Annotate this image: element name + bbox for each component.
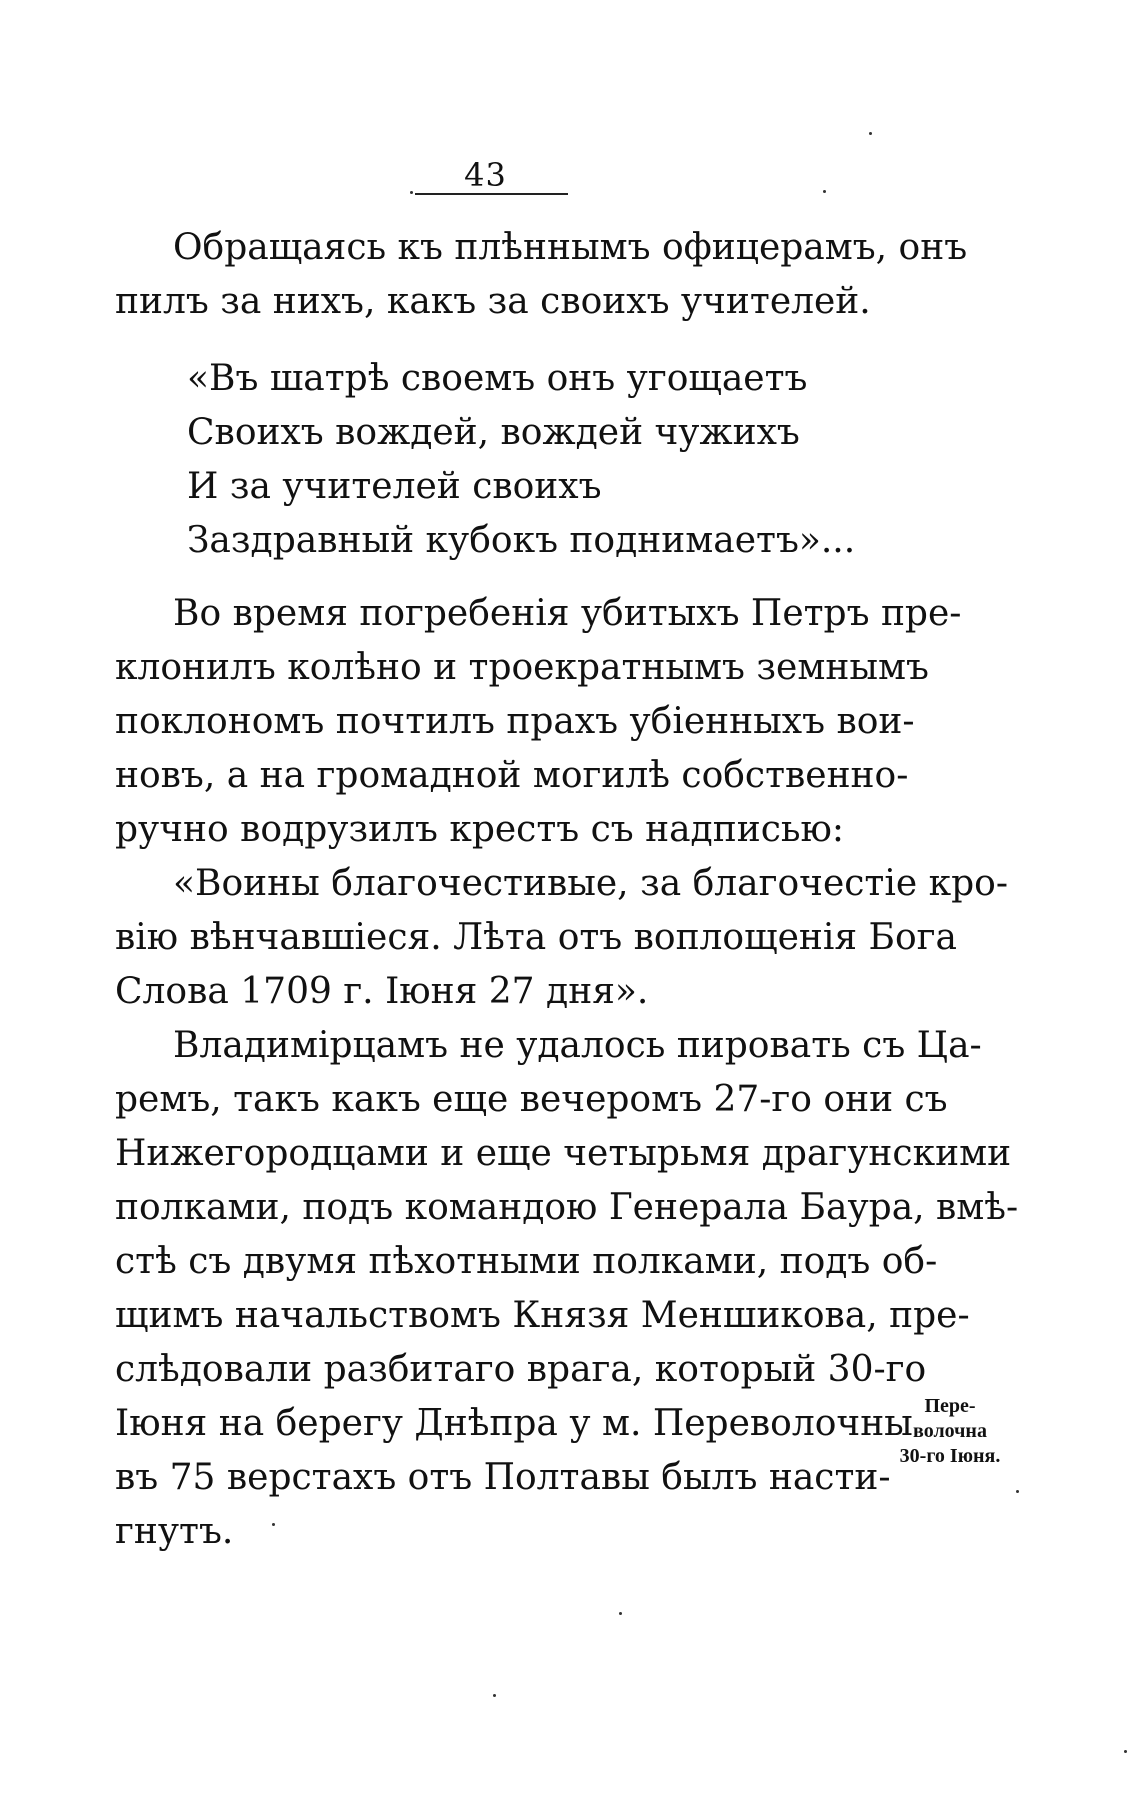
text-line: Владимірцамъ не удалось пировать съ Ца- bbox=[173, 1025, 982, 1066]
text-line: пилъ за нихъ, какъ за своихъ учителей. bbox=[115, 281, 871, 322]
margin-note-line: Пере- bbox=[924, 1395, 976, 1417]
text-line: ремъ, такъ какъ еще вечеромъ 27-го они съ bbox=[115, 1079, 948, 1120]
opening-paragraph bbox=[115, 221, 968, 329]
verse-line: «Въ шатрѣ своемъ онъ угощаетъ bbox=[187, 358, 808, 399]
text-line: Обращаясь къ плѣннымъ офицерамъ, онъ bbox=[173, 227, 968, 268]
margin-note bbox=[875, 1394, 1025, 1469]
text-line: поклономъ почтилъ прахъ убіенныхъ вои- bbox=[115, 701, 915, 742]
text-line: новъ, а на громадной могилѣ собственно- bbox=[115, 755, 909, 796]
scan-speck bbox=[1124, 1750, 1127, 1753]
text-line: стѣ съ двумя пѣхотными полками, подъ об- bbox=[115, 1241, 938, 1282]
text-line: Во время погребенія убитыхъ Петръ пре- bbox=[173, 593, 962, 634]
margin-note-line: 30-го Іюня. bbox=[899, 1445, 1001, 1467]
burial-paragraph bbox=[115, 587, 962, 857]
scan-speck bbox=[272, 1523, 275, 1526]
page-number: 43 bbox=[464, 156, 507, 194]
scan-speck bbox=[619, 1612, 622, 1615]
scan-speck bbox=[493, 1694, 496, 1697]
margin-note-line: волочна bbox=[913, 1420, 987, 1442]
scan-speck bbox=[823, 190, 826, 193]
text-line: Іюня на берегу Днѣпра у м. Переволочны bbox=[115, 1403, 913, 1444]
text-line: въ 75 верстахъ отъ Полтавы былъ насти- bbox=[115, 1457, 891, 1498]
text-line: слѣдовали разбитаго врага, который 30-го bbox=[115, 1349, 927, 1390]
scan-speck bbox=[1016, 1490, 1019, 1493]
scan-speck bbox=[869, 132, 872, 135]
text-line: полками, подъ командою Генерала Баура, вмѣ- bbox=[115, 1187, 1019, 1228]
text-line: клонилъ колѣно и троекратнымъ земнымъ bbox=[115, 647, 929, 688]
header-rule bbox=[415, 193, 568, 195]
text-line: щимъ начальствомъ Князя Меншикова, пре- bbox=[115, 1295, 970, 1336]
cross-inscription bbox=[115, 857, 1008, 1019]
verse-line: И за учителей своихъ bbox=[187, 466, 602, 507]
verse-quote bbox=[187, 352, 856, 568]
verse-line: Своихъ вождей, вождей чужихъ bbox=[187, 412, 800, 453]
verse-line: Заздравный кубокъ поднимаетъ»... bbox=[187, 520, 856, 561]
text-line: вію вѣнчавшіеся. Лѣта отъ воплощенія Бога bbox=[115, 917, 957, 958]
text-line: «Воины благочестивые, за благочестіе кро- bbox=[173, 863, 1008, 904]
text-line: ручно водрузилъ крестъ съ надписью: bbox=[115, 809, 844, 850]
page-header bbox=[403, 155, 568, 203]
text-line: гнутъ. bbox=[115, 1511, 234, 1552]
scan-speck bbox=[410, 191, 413, 194]
text-line: Нижегородцами и еще четырьмя драгунскими bbox=[115, 1133, 1012, 1174]
text-line: Слова 1709 г. Іюня 27 дня». bbox=[115, 971, 649, 1012]
